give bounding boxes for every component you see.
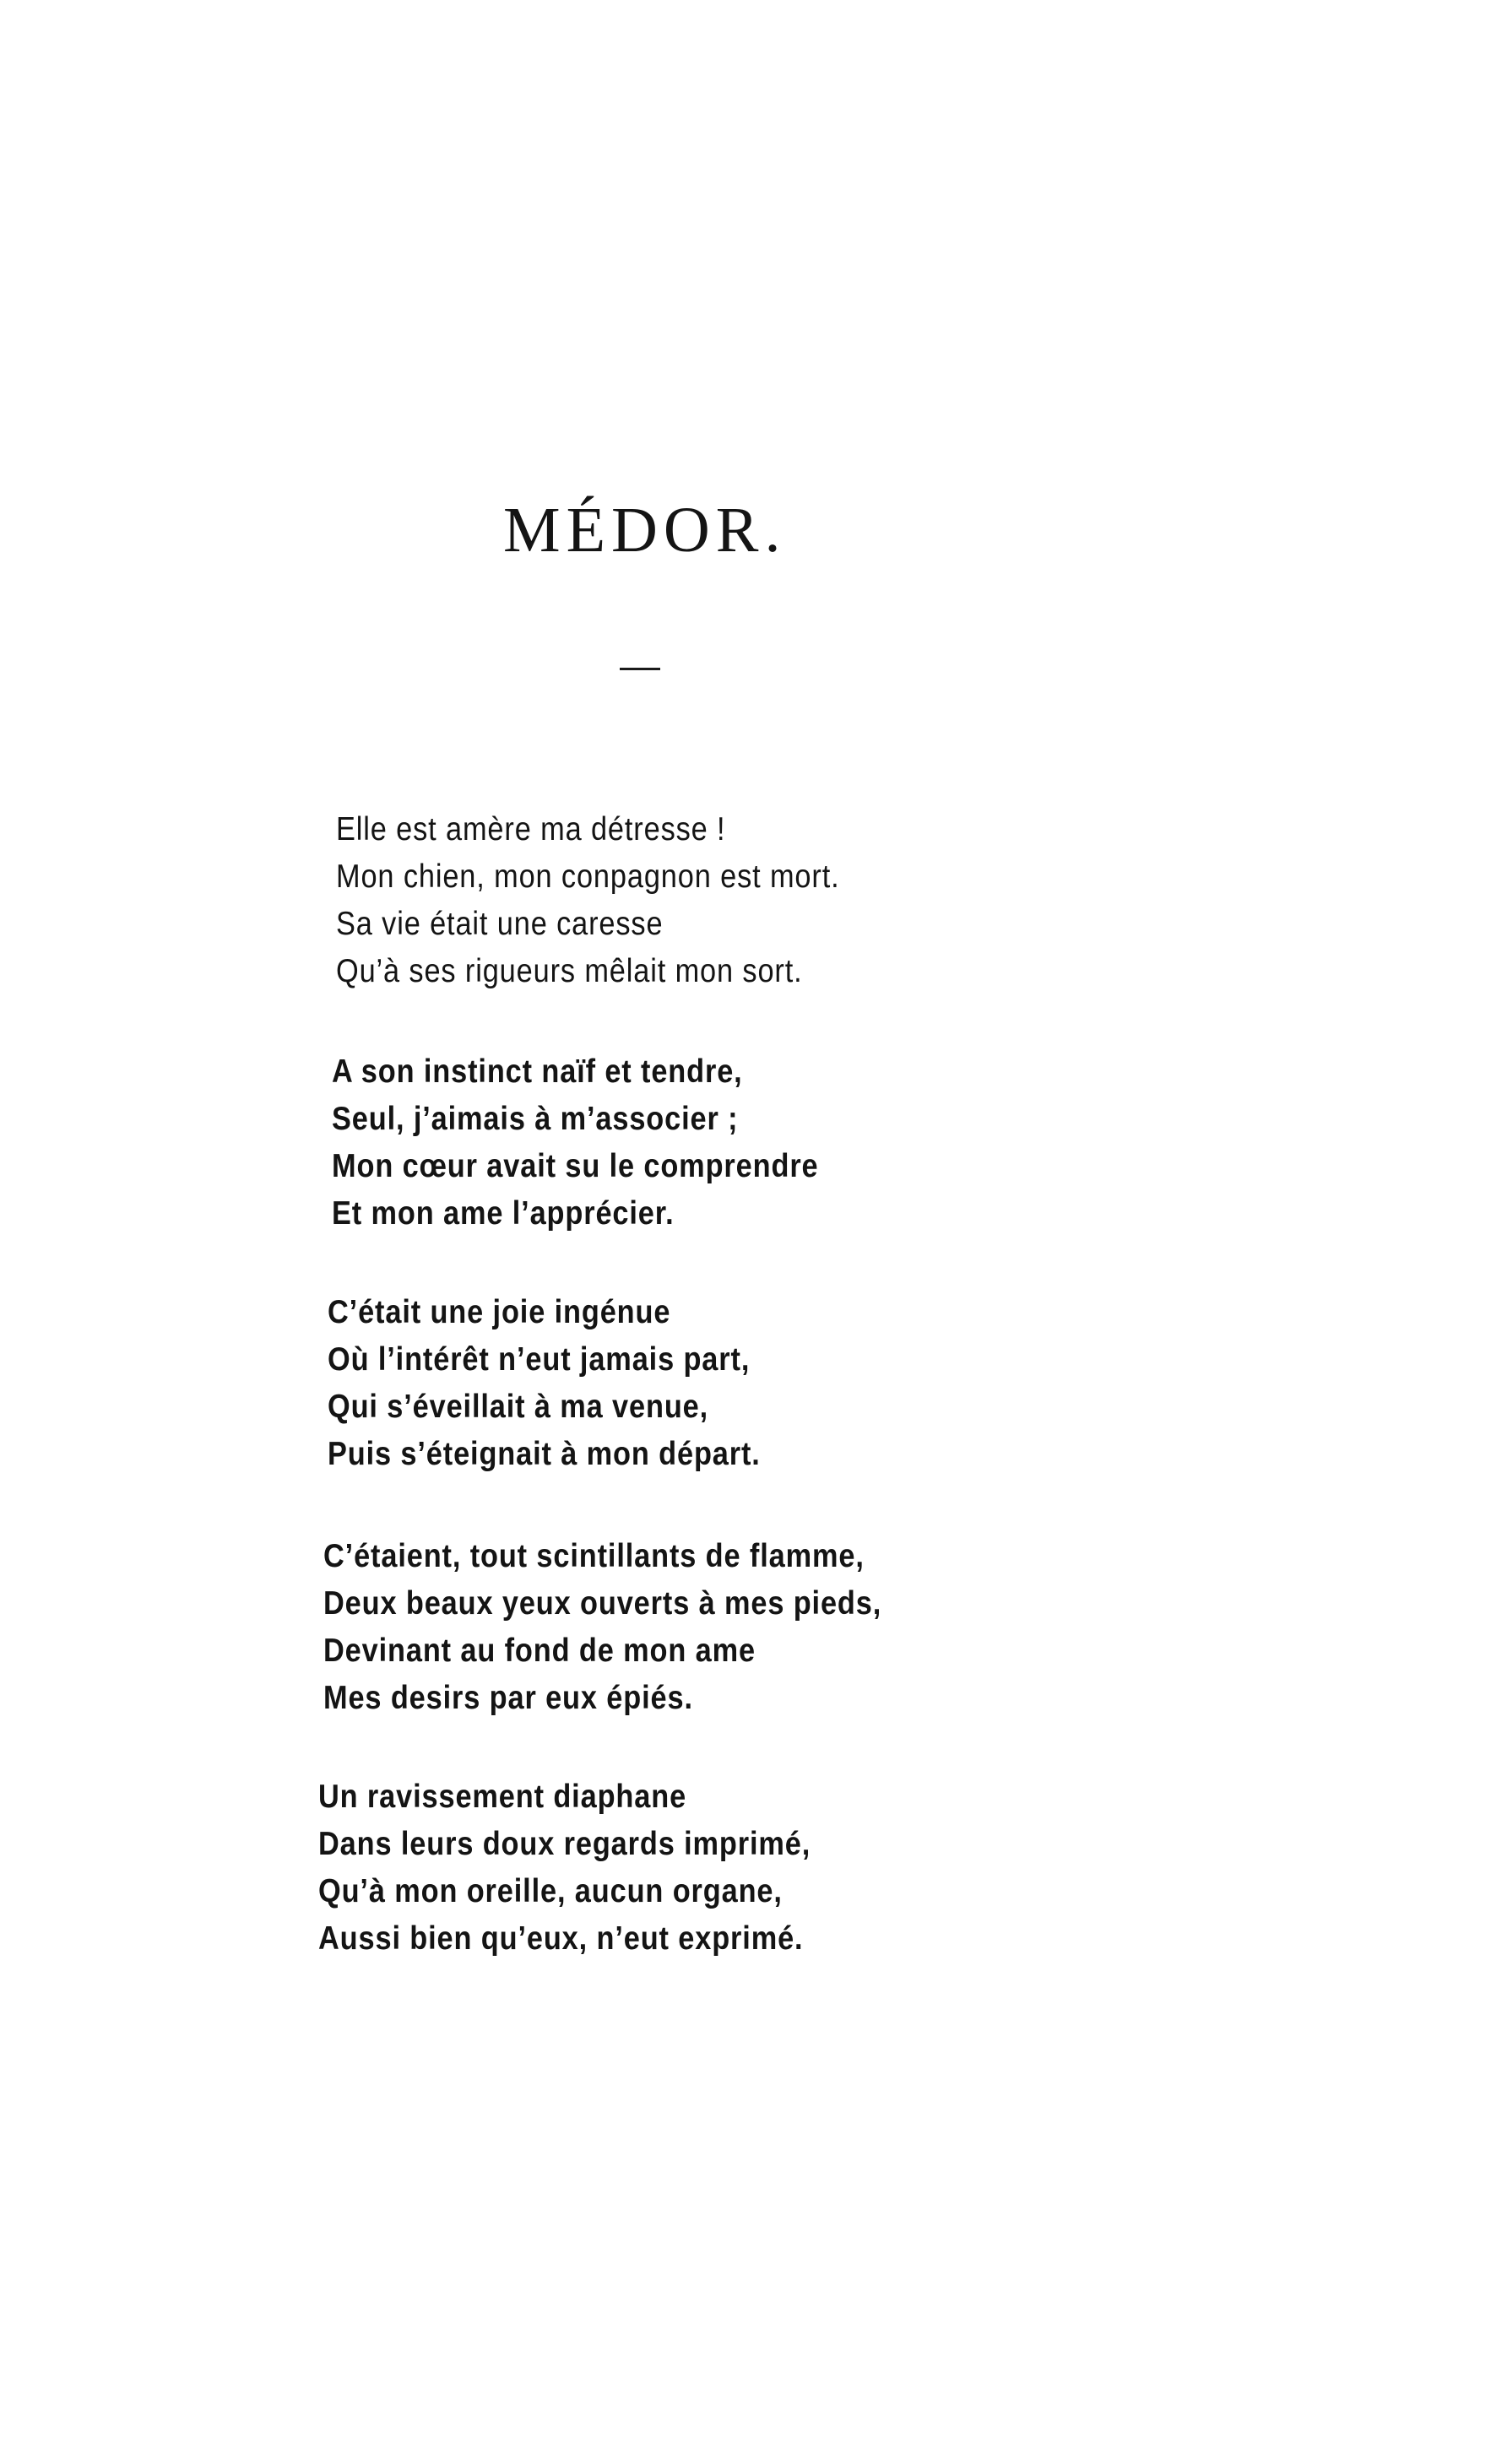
verse-line: Et mon ame l’apprécier. <box>332 1195 675 1232</box>
stanza-2 <box>332 1048 885 1237</box>
verse-line: Qu’à ses rigueurs mêlait mon sort. <box>336 953 803 989</box>
verse-line: Sa vie était une caresse <box>336 906 664 942</box>
stanza-1 <box>336 806 908 995</box>
verse-line: Mon cœur avait su le comprendre <box>332 1148 819 1184</box>
verse-line: Mon chien, mon conpagnon est mort. <box>336 858 840 895</box>
stanza-4 <box>323 1533 957 1722</box>
verse-line: C’était une joie ingénue <box>328 1294 671 1330</box>
verse-line: Deux beaux yeux ouverts à mes pieds, <box>323 1585 882 1622</box>
stanza-3 <box>328 1289 820 1478</box>
verse-line: Dans leurs doux regards imprimé, <box>318 1826 811 1862</box>
verse-line: Seul, j’aimais à m’associer ; <box>332 1101 739 1137</box>
verse-line: C’étaient, tout scintillants de flamme, <box>323 1538 865 1574</box>
verse-line: Elle est amère ma détresse ! <box>336 811 726 848</box>
verse-line: A son instinct naïf et tendre, <box>332 1053 743 1090</box>
verse-line: Aussi bien qu’eux, n’eut exprimé. <box>318 1920 804 1957</box>
verse-line: Où l’intérêt n’eut jamais part, <box>328 1341 751 1378</box>
title-rule <box>620 668 660 670</box>
poem-title: MÉDOR. <box>503 495 787 566</box>
verse-line: Puis s’éteignait à mon départ. <box>328 1436 761 1472</box>
verse-line: Un ravissement diaphane <box>318 1779 687 1815</box>
verse-line: Devinant au fond de mon ame <box>323 1633 756 1669</box>
verse-line: Qui s’éveillait à ma venue, <box>328 1389 709 1425</box>
verse-line: Qu’à mon oreille, aucun organe, <box>318 1873 783 1909</box>
stanza-5 <box>318 1774 878 1963</box>
verse-line: Mes desirs par eux épiés. <box>323 1680 693 1716</box>
